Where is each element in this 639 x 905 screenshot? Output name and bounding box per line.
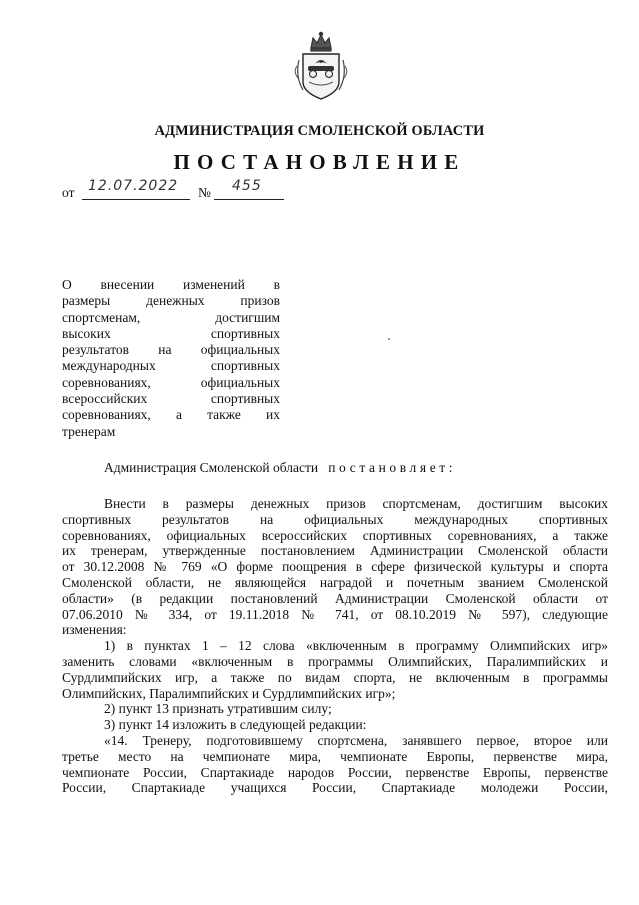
organization-title: АДМИНИСТРАЦИЯ СМОЛЕНСКОЙ ОБЛАСТИ: [154, 123, 485, 139]
body-line: Смоленской области, не являющейся наградой и почетным званием Смоленской: [62, 574, 608, 590]
body-line: изменения:: [62, 622, 127, 638]
body-line: «14. Тренеру, подготовившему спортсмена, занявшего первое, второе или: [104, 732, 608, 748]
body-line: третье место на чемпионате мира, чемпионате Европы, первенстве мира,: [62, 748, 608, 764]
body-line: заменить словами «включенным в программы Олимпийских, Паралимпийских и: [62, 653, 608, 669]
subject-line: высоких спортивных: [62, 325, 280, 341]
body-line: от 30.12.2008 № 769 «О форме поощрения в сфере физической культуры и спорта: [62, 559, 608, 575]
document-subject: [62, 277, 280, 440]
body-line: Олимпийских, Паралимпийских и Сурдлимпийских игр»;: [62, 685, 396, 701]
date-prefix: от: [62, 185, 75, 200]
body-line: 3) пункт 14 изложить в следующей редакции:: [104, 717, 367, 733]
subject-line: тренерам: [62, 423, 116, 439]
coat-of-arms-emblem: [291, 30, 351, 102]
date-underline: [82, 199, 190, 200]
subject-line: всероссийских спортивных: [62, 391, 280, 407]
number-underline: [214, 199, 284, 200]
preamble-verb: постановляет:: [328, 460, 457, 475]
preamble-line: [104, 460, 456, 476]
body-line: их тренерам, утвержденные постановлением Администрации Смоленской области: [62, 543, 608, 559]
preamble-subject: Администрация Смоленской области: [104, 460, 319, 475]
date-number-line: [62, 178, 292, 202]
subject-line: размеры денежных призов: [62, 293, 280, 309]
number-label: №: [198, 185, 211, 200]
body-line: России, Спартакиаде учащихся России, Спартакиаде молодежи России,: [62, 780, 608, 796]
body-line: Сурдлимпийских игр, а также по видам спорта, не включенным в программы: [62, 669, 608, 685]
document-type-title: ПОСТАНОВЛЕНИЕ: [173, 150, 466, 174]
body-line: спортивных результатов на официальных международных спортивных: [62, 511, 608, 527]
subject-line: международных спортивных: [62, 358, 280, 374]
body-line: соревнованиях, официальных всероссийских спортивных соревнованиях, а также: [62, 527, 608, 543]
subject-line: спортсменам, достигшим: [62, 309, 280, 325]
document-body: [62, 496, 608, 796]
body-line: области» (в редакции постановлений Администрации Смоленской области от: [62, 590, 608, 606]
body-line: 1) в пунктах 1 – 12 слова «включенным в программу Олимпийских игр»: [104, 638, 608, 654]
subject-line: О внесении изменений в: [62, 277, 280, 292]
subject-line: результатов на официальных: [62, 342, 280, 358]
body-line: 2) пункт 13 признать утратившим силу;: [104, 701, 332, 717]
body-line: 07.06.2010 № 334, от 19.11.2018 № 741, от 08.10.2019 № 597), следующие: [62, 606, 608, 622]
body-line: чемпионате России, Спартакиаде народов России, первенстве Европы, первенстве: [62, 764, 608, 780]
scan-speck: [388, 338, 390, 340]
body-line: Внести в размеры денежных призов спортсменам, достигшим высоких: [104, 496, 608, 511]
subject-line: соревнованиях, официальных: [62, 374, 280, 390]
handwritten-date: 12.07.2022: [88, 178, 179, 194]
subject-line: соревнованиях, а также их: [62, 407, 280, 423]
handwritten-number: 455: [232, 178, 262, 194]
